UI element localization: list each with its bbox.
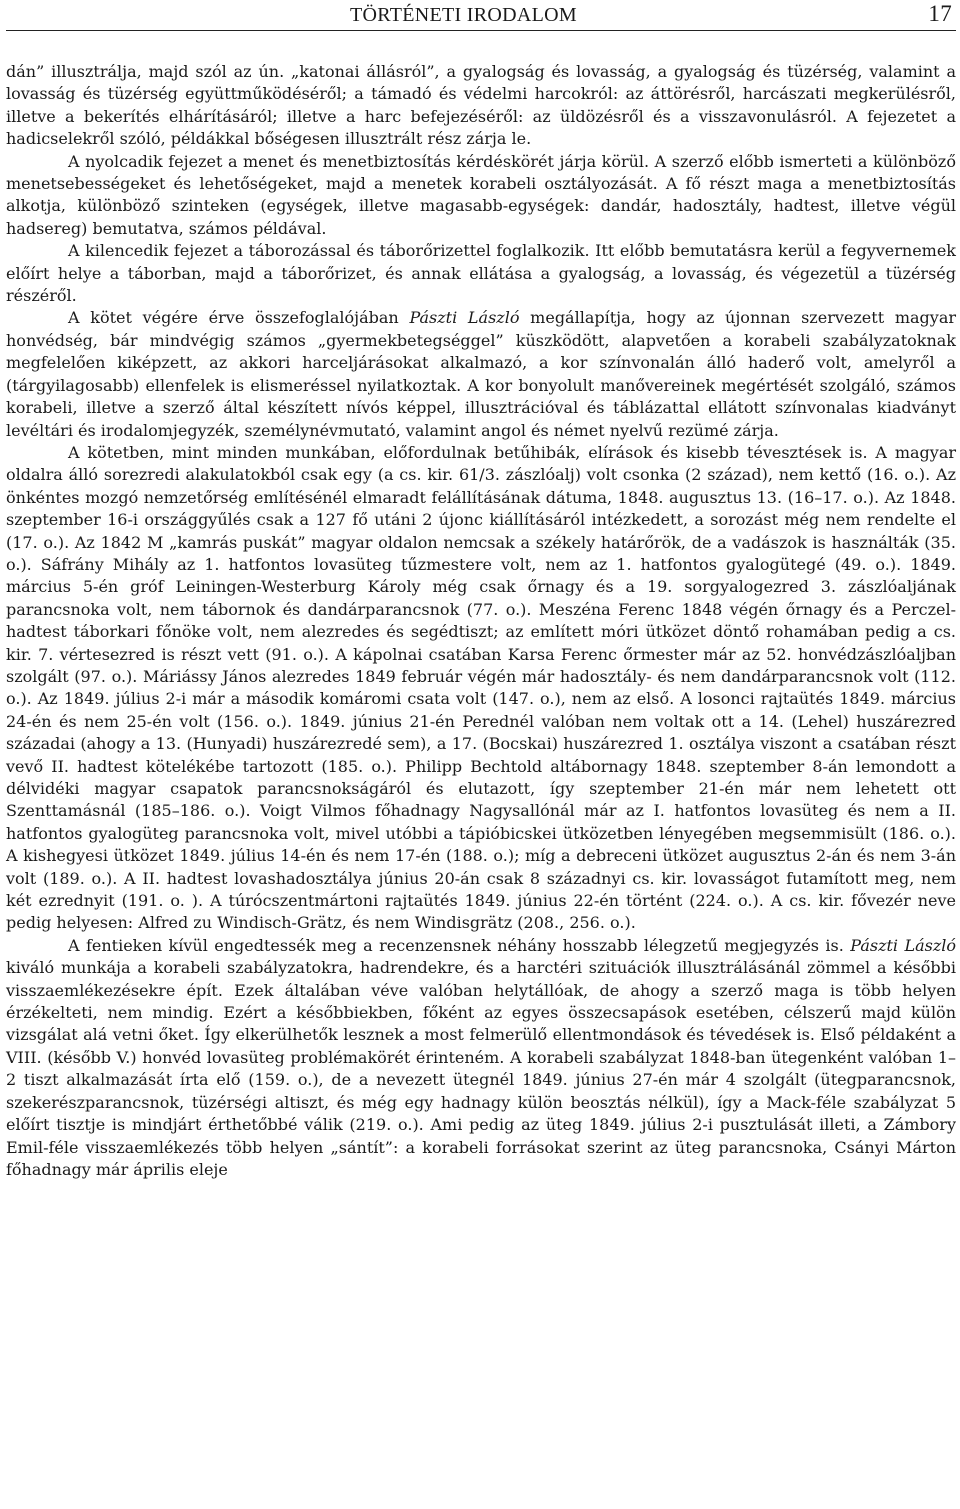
- paragraph-text: A kötet végére érve összefoglalójában: [68, 308, 410, 328]
- paragraph: [6, 307, 956, 441]
- paragraph-text: A fentieken kívül engedtessék meg a recenzensnek néhány hosszabb lélegzetű megjegyzés is.: [68, 935, 851, 955]
- paragraph: A kötetben, mint minden munkában, előfordulnak betűhibák, elírások és kisebb tévesztések is. A magyar oldalra álló sorezredi alakulatokból csak egy (a cs. kir. 61/3. zászlóalj) volt csonka (2 század), nem kettő (16. o.). Az önkéntes mozgó nemzetőrség említésénél elmaradt felállításának dátuma, 1848. augusztus 13. (16–17. o.). Az 1848. szeptember 16-i országgyűlés csak a 127 fő utáni 2 újonc kiállításáról intézkedett, a sorozást még nem rendelte el (17. o.). Az 1842 M „kamrás puskát” magyar oldalon nemcsak a székely határőrök, de a vadászok is használták (35. o.). Sáfrány Mihály az 1. hatfontos lovasüteg tűzmestere volt, nem az 1. hatfontos gyalogütegé (49. o.). 1849. március 5-én gróf Leiningen-Westerburg Károly még csak őrnagy és a 19. sorgyalogezred 3. zászlóaljának parancsnoka volt, nem tábornok és dandárparancsnok (77. o.). Meszéna Ferenc 1848 végén őrnagy és a Perczel-hadtest táborkari főnöke volt, nem alezredes és segédtiszt; az említett móri ütközet döntő rohamában pedig a cs. kir. 7. vértesezred is részt vett (91. o.). A kápolnai csatában Karsa Ferenc őrmester már az 52. honvédzászlóaljban szolgált (97. o.). Máriássy János alezredes 1849 február végén már hadosztály- és nem dandárparancsnok volt (112. o.). Az 1849. július 2-i már a második komáromi csata volt (147. o.), nem az első. A losonci rajtaütés 1849. március 24-én és nem 25-én volt (156. o.). 1849. június 21-én Perednél valóban nem voltak ott a 14. (Lehel) huszárezred századai (ahogy a 13. (Hunyadi) huszárezredé sem), a 17. (Bocskai) huszárezred 1. osztálya viszont a csatában részt vevő II. hadtest kötelékébe tartozott (185. o.). Philipp Bechtold altábornagy 1848. szeptember 8-án lemondott a délvidéki magyar csapatok parancsnokságáról és elutazott, így szeptember 21-én már nem lehetett ott Szenttamásnál (185–186. o.). Voigt Vilmos főhadnagy Nagysallónál már az I. hatfontos lovasüteg és nem a II. hatfontos gyalogüteg parancsnoka volt, mivel utóbbi a tápióbicskei ütközetben lényegében megsemmisült (186. o.). A kishegyesi ütközet 1849. július 14-én és nem 17-én (188. o.); míg a debreceni ütközet augusztus 2-án és nem 3-án volt (189. o.). A II. hadtest lovashadosztálya június 20-án csak 8 századnyi cs. kir. lovasságot futamított meg, nem két ezrednyit (191. o. ). A túrócszentmártoni rajtaütés 1849. június 22-én történt (224. o.). A cs. kir. fővezér neve pedig helyesen: Alfred zu Windisch-Grätz, és nem Windisgrätz (208., 256. o.).: [6, 442, 956, 933]
- page: [6, 0, 956, 1509]
- page-number: 17: [928, 1, 952, 26]
- paragraph: [6, 935, 956, 1181]
- body-text: [6, 61, 956, 1181]
- running-title: TÖRTÉNETI IRODALOM: [350, 4, 577, 26]
- paragraph: dán” illusztrálja, majd szól az ún. „katonai állásról”, a gyalogság és lovasság, a gyalogság és tüzérség, valamint a lovasság és tüzérség együttműködéséről; a támadó és védelmi harcokról: az áttörésről, harcászati megkerülésről, illetve a bekerítés elhárításáról; illetve a harc befejezéséről: az üldözésről és a visszavonulásról. A fejezetet a hadicselekről szóló, példákkal bőségesen illusztrált rész zárja le.: [6, 62, 956, 149]
- paragraph: A nyolcadik fejezet a menet és menetbiztosítás kérdéskörét járja körül. A szerző előbb ismerteti a különböző menetsebességeket és lehetőségeket, majd a menetek korabeli osztályozását. A fő részt maga a menetbiztosítás alkotja, különböző szinteken (egységek, illetve magasabb-egységek: dandár, hadosztály, hadtest, illetve végül hadsereg) bemutatva, számos példával.: [6, 151, 956, 238]
- author-name: Pászti László: [409, 308, 520, 328]
- paragraph: A kilencedik fejezet a táborozással és táborőrizettel foglalkozik. Itt előbb bemutatásra kerül a fegyvernemek előírt helye a táborban, majd a táborőrizet, és annak ellátása a gyalogság, a lovasság, és végezetül a tüzérség részéről.: [6, 241, 956, 306]
- paragraph-text: kiváló munkája a korabeli szabályzatokra, hadrendekre, és a harctéri szituációk illusztrálásánál zömmel a későbbi visszaemlékezésekre épít. Ezek általában véve valóban helytállóak, de ahogy a szerző maga is több helyen érzékelteti, nem mindig. Ezért a későbbiekben, főként az egyes összecsapások esetében, célszerű majd külön vizsgálat alá vetni őket. Így elkerülhetők lesznek a most felmerülő ellentmondások és tévedések is. Első példaként a VIII. (később V.) honvéd lovasüteg problémakörét érinteném. A korabeli szabályzat 1848-ban ütegenként valóban 1–2 tiszt alkalmazását írta elő (159. o.), de a nevezett ütegnél 1849. június 27-én már 4 szolgált (ütegparancsnok, szekerészparancsnok, tüzérségi altiszt, és még egy hadnagy külön beosztás nélkül), így a Mack-féle szabályzat 5 előírt tisztje is mindjárt érthetőbbé válik (219. o.). Ami pedig az üteg 1849. július 2-i pusztulását illeti, a Zámbory Emil-féle visszaemlékezés több helyen „sántít”: a korabeli forrásokat szerint az üteg parancsnoka, Csányi Márton főhadnagy már április eleje: [6, 958, 956, 1179]
- running-header: [6, 0, 956, 31]
- author-name: Pászti László: [850, 935, 957, 955]
- paragraph-text: megállapítja, hogy az újonnan szervezett magyar honvédség, bár mindvégig számos „gyermekbetegséggel” küszködött, alapvetően a korabeli szabályzatoknak megfelelően kiképzett, az akkori harceljárásokat alkalmazó, a kor színvonalán álló haderő volt, amelyről a (tárgyilagosabb) ellenfelek is elismeréssel nyilatkoztak. A kor bonyolult manővereinek megértését szolgáló, számos korabeli, illetve a szerző által készített nívós képpel, illusztrációval és táblázattal ellátott színvonalas kiadványt levéltári és irodalomjegyzék, személynévmutató, valamint angol és német nyelvű rezümé zárja.: [6, 308, 956, 440]
